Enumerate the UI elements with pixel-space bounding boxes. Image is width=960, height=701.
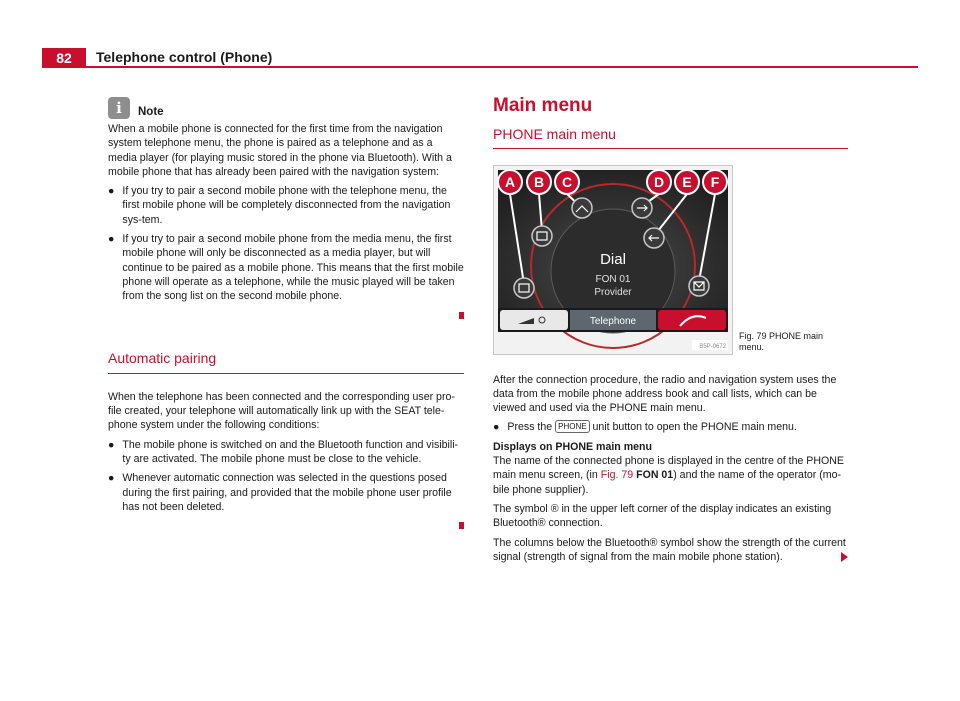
phone-menu-screen-illustration [494,166,732,354]
messages-button[interactable] [689,276,709,296]
header-rule [86,66,918,68]
bullet-icon: ● [108,185,115,198]
bullet-icon: ● [493,421,500,434]
note-title: Note [138,105,164,118]
address-book-button[interactable] [532,226,552,246]
note-intro: When a mobile phone is connected for the first time from the navigation system telephone menu, the phone is paired as a telephone and as a media player (for playing music stored in the phone via Bluetooth). With a mobile phone that has already been paired with the navigation system: [108,123,452,178]
displays-paragraph [493,454,848,497]
list-item [108,232,464,303]
press-phone-instruction [507,420,796,434]
image-code: B5P-0672 [699,343,726,350]
info-icon: i [108,97,130,119]
figure-caption [739,331,839,353]
hang-up-button[interactable] [572,198,592,218]
phone-name: FON 01 [595,273,631,285]
section-end-icon [459,522,464,529]
displays-text-post: ) and the name of the operator (mo-bile phone supplier). [493,469,842,496]
symbol-paragraph: The symbol ® in the upper left corner of the display indicates an existing Bluetooth® connection. [493,502,832,530]
displays-heading: Displays on PHONE main menu [493,440,652,453]
list-item [108,438,464,467]
phone-name-reference: FON 01 [636,469,674,482]
continue-arrow-icon [841,552,848,562]
main-menu-paragraph-1: After the connection procedure, the radio and navigation system uses the data from the mobile phone address book and call lists, which can be viewed and used via the PHONE main menu. [493,373,837,415]
left-column [108,97,464,529]
callout-b: B [533,173,545,190]
list-item [108,184,464,227]
bullet-icon: ● [108,472,115,485]
auto-pairing-title: Automatic pairing [108,349,217,366]
instruction-text-post: unit button to open the PHONE main menu. [592,421,797,434]
screen-title: Dial [600,250,626,268]
callout-a: A [504,173,516,190]
note-bullet-2: If you try to pair a second mobile phone from the media menu, the first mobile phone will only be disconnected as a media player, but will continue to be paired as a mobile phone. This means that the first mobile phone will operate as a telephone, while the music played will be taken from the song list on the second mobile phone. [122,233,464,303]
auto-pairing-bullet-2: Whenever automatic connection was selected in the questions posed during the first pairing, and provided that the mobile phone user profile has not been deleted. [122,472,452,513]
auto-pairing-bullet-1: The mobile phone is switched on and the Bluetooth function and visibili-ty are activated. The mobile phone must be close to the vehicle. [122,438,459,466]
callout-f: F [710,173,720,190]
bullet-icon: ● [108,233,115,246]
columns-text: The columns below the Bluetooth® symbol show the strength of the current signal (strength of signal from the main mobile phone station). [493,536,846,563]
phone-book-button[interactable] [514,278,534,298]
columns-paragraph [493,536,848,565]
provider-name: Provider [594,286,632,298]
section-rule [108,373,464,374]
note-heading [108,97,464,119]
displays-text-pre: The name of the connected phone is displayed in the centre of the PHONE main menu screen, (in [493,455,844,482]
note-bullet-1: If you try to pair a second mobile phone with the telephone menu, the first mobile phone will be completely disconnected from the navigation sys-tem. [122,185,451,226]
auto-pairing-intro: When the telephone has been connected and the corresponding user pro-file created, your telephone will automatically link up with the SEAT tele-phone system under the following conditions: [108,390,455,432]
list-item [108,471,464,514]
main-menu-title: Main menu [493,95,593,116]
phone-menu-figure [493,165,733,355]
call-button[interactable] [658,310,726,330]
figure-row [493,165,848,355]
callout-e: E [682,173,692,190]
list-item [493,420,848,434]
page-number: 82 [42,48,86,68]
section-end-icon [459,312,464,319]
phone-main-menu-subtitle: PHONE main menu [493,126,616,143]
bullet-icon: ● [108,438,115,451]
instruction-text-pre: Press the [507,421,553,434]
right-column [493,97,848,569]
page-header-title: Telephone control (Phone) [96,49,273,65]
callout-d: D [653,173,665,190]
phone-key-label: PHONE [555,420,589,433]
subtitle-rule [493,148,848,149]
figure-caption-text: PHONE main menu. [739,330,824,352]
callout-c: C [561,173,573,190]
figure-label: Fig. 79 [739,330,767,341]
telephone-tab-label: Telephone [589,315,637,327]
figure-reference-link[interactable]: Fig. 79 [600,469,634,482]
